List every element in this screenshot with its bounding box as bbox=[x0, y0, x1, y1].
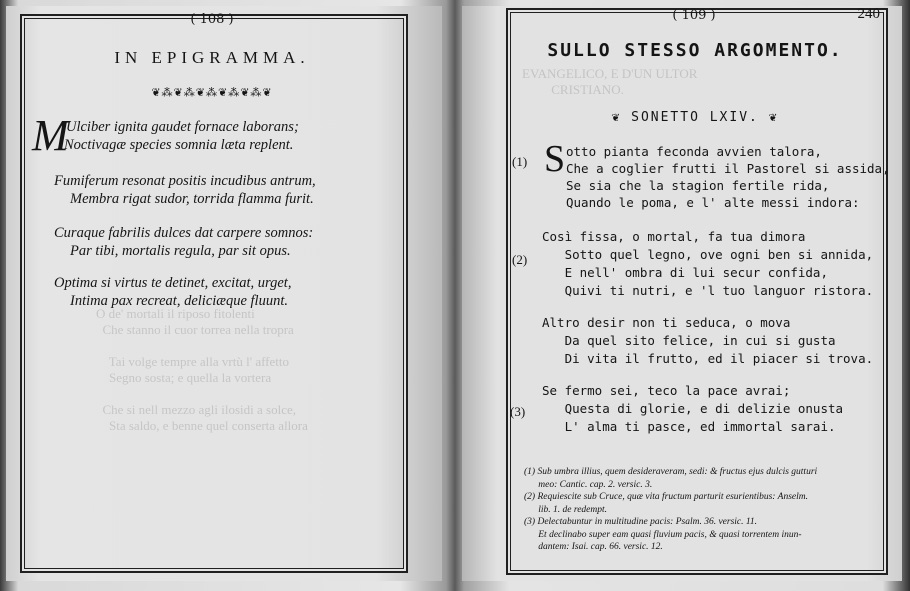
footnote-line: (1) Sub umbra illius, quem desideraveram, sedi: & fructus ejus dulcis gutturi bbox=[524, 467, 818, 477]
page-title: IN EPIGRAMMA. bbox=[114, 48, 310, 67]
verse-line: L' alma ti pasce, ed immortal sarai. bbox=[542, 419, 836, 434]
verse-line: Sotto quel legno, ove ogni ben si annida, bbox=[542, 247, 874, 262]
verse-line: Ulciber ignita gaudet fornace laborans; bbox=[66, 119, 299, 135]
verse-line: Questa di glorie, e di delizie onusta bbox=[542, 401, 844, 416]
note-marker: (1) bbox=[512, 154, 528, 169]
right-page bbox=[462, 6, 902, 581]
verse-line: Par tibi, mortalis regula, par sit opus. bbox=[70, 243, 291, 259]
bleed-through-text: O de' mortali il riposo fitolenti Che stanno il cuor torrea nella tropra Tai volge tempre alla vrtù l' affetto Segno sosta; e quella la vortera Che si nell mezzo agli ilosidi a solce, Sta saldo, e benne quel conserta allora bbox=[96, 306, 308, 433]
signature-mark: 240 bbox=[857, 6, 880, 22]
verse-line: Di vita il frutto, ed il piacer si trova. bbox=[542, 351, 874, 366]
verse-line: Membra rigat sudor, torrida flamma furit. bbox=[70, 191, 314, 207]
verse-line: Quivi ti nutri, e 'l tuo languor ristora. bbox=[542, 283, 874, 298]
page-number: ( 109 ) bbox=[672, 8, 716, 23]
verse-line: E nell' ombra di lui secur confida, bbox=[542, 265, 828, 280]
verse-line: Curaque fabrilis dulces dat carpere somnos: bbox=[54, 225, 314, 241]
ornament-divider: ❦⁂❦⁂❦⁂❦⁂❦⁂❦ bbox=[151, 86, 273, 99]
bleed-through-text: EVANGELICO, E D'UN ULTOR CRISTIANO. bbox=[522, 66, 698, 97]
verse-line: Optima si virtus te detinet, excitat, urget, bbox=[54, 275, 292, 291]
verse-line: Intima pax recreat, deliciæque fluunt. bbox=[70, 293, 288, 309]
sonnet-heading: ❦ SONETTO LXIV. ❦ bbox=[611, 110, 779, 125]
page-number: ( 108 ) bbox=[190, 12, 234, 27]
note-marker: (2) bbox=[512, 252, 528, 267]
footnote-line: meo: Cantic. cap. 2. versic. 3. bbox=[524, 479, 653, 490]
verse-line: Se sia che la stagion fertile rida, bbox=[566, 178, 830, 193]
footnote-line: (2) Requiescite sub Cruce, quæ vita fructum parturit esurientibus: Anselm. bbox=[524, 492, 808, 502]
drop-cap: S bbox=[544, 138, 566, 180]
verse-line: Da quel sito felice, in cui si gusta bbox=[542, 333, 836, 348]
verse-line: otto pianta feconda avvien talora, bbox=[566, 144, 822, 159]
footnote-line: dantem: Isai. cap. 66. versic. 12. bbox=[524, 542, 663, 552]
footnote-line: Et declinabo super eam quasi fluvium pacis, & quasi torrentem inun- bbox=[524, 529, 802, 540]
footnote-line: lib. 1. de redempt. bbox=[524, 504, 608, 515]
verse-line: Che a coglier frutti il Pastorel si assida, bbox=[566, 161, 890, 176]
verse-line: Noctivagæ species somnia læta replent. bbox=[64, 137, 294, 153]
verse-line: Quando le poma, e l' alte messi indora: bbox=[566, 195, 860, 210]
note-marker: (3) bbox=[510, 404, 526, 419]
footnote-line: (3) Delectabuntur in multitudine pacis: Psalm. 36. versic. 11. bbox=[524, 517, 758, 527]
left-page bbox=[6, 6, 442, 581]
verse-line: Così fissa, o mortal, fa tua dimora bbox=[542, 229, 806, 244]
verse-line: Altro desir non ti seduca, o mova bbox=[542, 315, 791, 330]
page-title: SULLO STESSO ARGOMENTO. bbox=[547, 40, 843, 61]
verse-line: Se fermo sei, teco la pace avrai; bbox=[542, 383, 791, 398]
drop-cap: M bbox=[32, 111, 69, 160]
verse-line: Fumiferum resonat positis incudibus antrum, bbox=[54, 173, 316, 189]
footnotes bbox=[524, 466, 874, 554]
